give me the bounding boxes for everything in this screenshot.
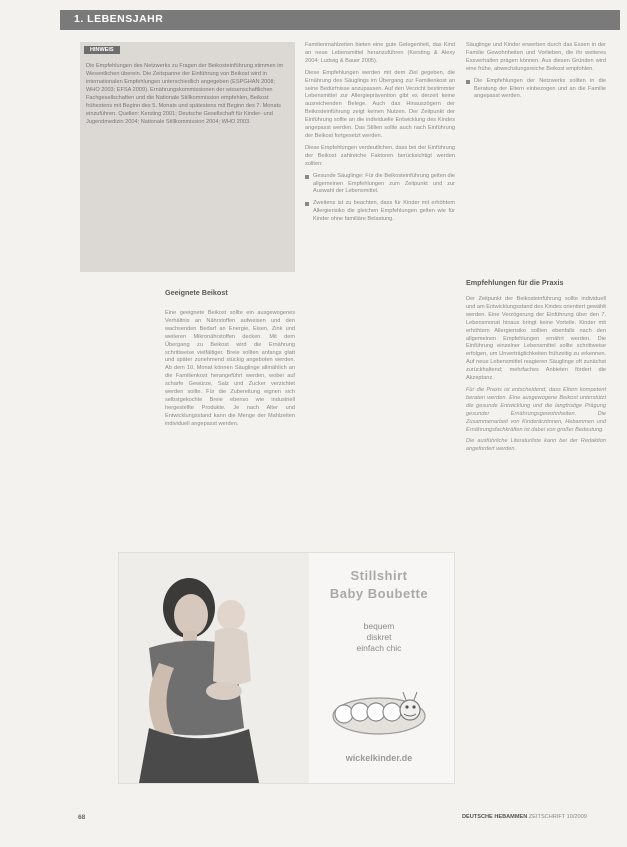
section-title: 1. LEBENSJAHR (74, 13, 164, 25)
paragraph: Der Zeitpunkt der Beikosteinführung sollte individuell und am Entwicklungsstand des Kindes orientiert gewählt werden. Eine Verzögerung der Einführung über den 7. Lebensmonat hinaus bringt keine Vorteile. Kinder mit erhöhtem Allergierisiko sollten ebenfalls nach den allgemeinen Empfehlungen ernährt werden. Die Einführung einzelner Lebensmittel sollte schrittweise erfolgen, um Unverträglichkeiten frühzeitig zu erkennen. Auf neue Lebensmittel reagieren Säuglinge oft zunächst zurückhaltend; mehrfaches Anbieten fördert die Akzeptanz. (466, 296, 606, 382)
journal-suffix: ZEITSCHRIFT 10/2009 (528, 814, 587, 820)
subhead-empfehlungen-praxis: Empfehlungen für die Praxis (466, 278, 564, 287)
info-box-label: HINWEIS (84, 46, 120, 54)
italic-paragraph: Für die Praxis ist entscheidend, dass Eltern kompetent beraten werden. Eine ausgewogene Beikost unterstützt die gesunde Entwicklung und die langfristige Prägung gesunder Ernährungsgewohnheiten. Die Zusammenarbeit von Kinderärztinnen, Hebammen und Ernährungsfachkräften ist dabei von großer Bedeutung. (466, 386, 606, 433)
paragraph: Säuglinge und Kinder erwerben durch das Essen in der Familie Gewohnheiten und Vorlieben, die ihr weiteres Essverhalten prägen können. Aus diesen Gründen wird eine frühe, abwechslungsreiche Beikost empfohlen. (466, 42, 606, 72)
subhead-geeignete-beikost: Geeignete Beikost (165, 288, 228, 297)
caterpillar-logo (324, 678, 434, 748)
journal-name: DEUTSCHE HEBAMMEN (462, 814, 528, 820)
paragraph: Eine geeignete Beikost sollte ein ausgewogenes Verhältnis an Nährstoffen aufweisen und den wachsenden Bedarf an Energie, Eisen, Zink und weiteren Mikronährstoffen decken. Mit dem Übergang zu Beikost wird die Ernährung schrittweise vielfältiger. Breie sollten anfangs glatt und später zunehmend stückig angeboten werden. Ab dem 10. Monat können Säuglinge allmählich an die Familienkost herangeführt werden, wobei auf scharfe Gewürze, Salz und Zucker verzichtet werden sollte. Für die Zubereitung eignen sich selbstgekochte Breie ebenso wie industriell hergestellte Produkte. Je nach Alter und Entwicklungsstand kann die Menge der Mahlzeiten individuell angepasst werden. (165, 310, 295, 427)
info-box (80, 42, 295, 272)
ad-tagline-line-2: diskret (366, 632, 392, 642)
bullet-item: Zweitens ist zu beachten, dass für Kinder mit erhöhtem Allergierisiko die gleichen Empfehlungen gelten wie für Kinder ohne familiäre Belastung. (305, 200, 455, 224)
article-column-1 (165, 310, 295, 433)
info-box-text: Die Empfehlungen des Netzwerks zu Fragen der Beikosteinführung stimmen im Wesentlichen überein. Die Zeitspanne der Einführung von Beikost wird in internationalen Empfehlungen unterschiedlich angegeben (ESPGHAN 2008; WHO 2003; EFSA 2009). Ernährungskommissionen der wissenschaftlichen Fachgesellschaften und die Nationale Stillkommission empfehlen, Beikost frühestens mit Beginn des 5. Monats und spätestens mit Beginn des 7. Monats einzuführen. Quellen: Kersting 2001; Deutsche Gesellschaft für Kinder- und Jugendmedizin 2004; Nationale Stillkommission 2004; WHO 2003. (86, 63, 284, 125)
journal-footer (462, 814, 587, 820)
ad-headline (309, 567, 449, 603)
paragraph: Diese Empfehlungen werden mit dem Ziel gegeben, die Ernährung des Säuglings im Übergang zur Familienkost an seine Bedürfnisse anzupassen. Auf den Verzicht bestimmter Lebensmittel zur Allergieprävention gibt es derzeit keine ausreichenden Belege. Auch das Hinauszögern der Beikosteinführung zeigt keinen Nutzen. Der Zeitpunkt der Einführung sollte an die individuelle Entwicklung des Kindes angepasst werden. Das Stillen sollte auch nach Einführung der Beikost fortgesetzt werden. (305, 69, 455, 139)
ad-tagline-line-3: einfach chic (356, 643, 402, 653)
advertisement (118, 552, 455, 784)
ad-tagline-line-1: bequem (363, 621, 395, 631)
ad-headline-line-2: Baby Boubette (329, 586, 429, 601)
bullet-item: Gesunde Säuglinge: Für die Beikosteinführung gelten die allgemeinen Empfehlungen zum Zeitpunkt und zur Auswahl der Lebensmittel. (305, 173, 455, 197)
ad-tagline (309, 621, 449, 654)
italic-paragraph: Die ausführliche Literaturliste kann bei der Redaktion angefordert werden. (466, 438, 606, 453)
bullet-item: Die Empfehlungen der Netzwerks sollten in die Beratung der Eltern einbezogen und an die Familie angepasst werden. (466, 78, 606, 102)
paragraph: Familienmahlzeiten bieten eine gute Gelegenheit, das Kind an neue Lebensmittel heranzuführen (Kersting & Alexy 2004; Ludwig & Bauer 2005). (305, 42, 455, 64)
article-column-3-practice (466, 296, 606, 458)
article-column-3 (466, 42, 606, 105)
paragraph: Diese Empfehlungen verdeutlichen, dass bei der Einführung der Beikost zahlreiche Faktoren berücksichtigt werden sollten: (305, 144, 455, 167)
mother-baby-photo (119, 553, 309, 783)
article-column-2 (305, 42, 455, 228)
section-header-bar (60, 10, 620, 30)
ad-headline-line-1: Stillshirt (350, 568, 408, 583)
ad-url: wickelkinder.de (345, 753, 413, 763)
page-number: 68 (78, 814, 86, 821)
